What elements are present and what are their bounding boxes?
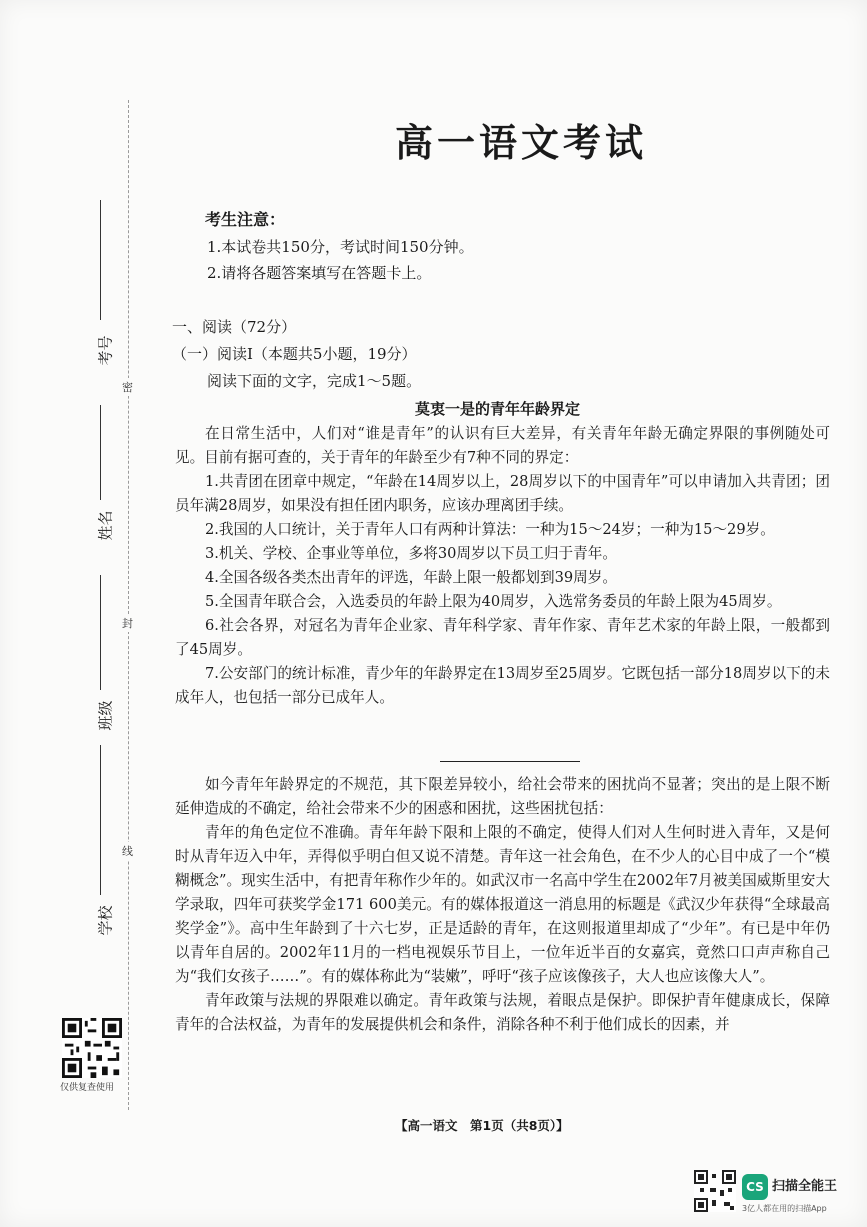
scanner-qr-icon (694, 1170, 736, 1212)
exam-number-field[interactable] (90, 200, 114, 400)
list-item: 5.全国青年联合会，入选委员的年龄上限为40周岁，入选常务委员的年龄上限为45周岁。 (205, 593, 782, 610)
seal-mark-mi: 密 (122, 378, 133, 396)
scanner-logo-icon: CS (742, 1174, 768, 1200)
exam-title: 高一语文考试 (395, 121, 648, 165)
list-item: 4.全国各级各类杰出青年的评选，年龄上限一般都划到39周岁。 (205, 569, 617, 586)
article-part-two (175, 773, 830, 1037)
paragraph: 青年政策与法规的界限难以确定。青年政策与法规，着眼点是保护。即保护青年健康成长，保障青年的合法权益，为青年的发展提供机会和条件，消除各种不利于他们成长的因素，并 (175, 992, 830, 1033)
list-item: 3.机关、学校、企事业等单位，多将30周岁以下员工归于青年。 (205, 545, 617, 562)
article-part-one (175, 422, 830, 710)
binding-dashed-line (128, 100, 129, 1110)
list-item: 2.我国的人口统计，关于青年人口有两种计算法：一种为15～24岁；一种为15～29岁。 (205, 521, 775, 538)
exam-number-label: 考号 (96, 335, 115, 366)
section-divider (440, 761, 580, 762)
qr-code-icon (62, 1018, 122, 1078)
seal-mark-feng: 封 (122, 614, 133, 632)
list-item: 1.共青团在团章中规定，“年龄在14周岁以上，28周岁以下的中国青年”可以申请加入共青团；团员年满28周岁，如果没有担任团内职务，应该办理离团手续。 (175, 473, 830, 514)
class-line (100, 575, 101, 690)
list-item: 6.社会各界，对冠名为青年企业家、青年科学家、青年作家、青年艺术家的年龄上限，一般都到了45周岁。 (175, 617, 830, 658)
seal-mark-xian: 线 (122, 842, 133, 860)
student-name-line (100, 405, 101, 500)
school-label: 学校 (96, 905, 115, 936)
subsection-heading: （一）阅读Ⅰ（本题共5小题，19分） (172, 345, 417, 363)
class-field[interactable] (90, 575, 114, 755)
page-footer: 【高一语文 第1页（共8页）】 (395, 1118, 569, 1133)
notice-item: 2.请将各题答案填写在答题卡上。 (207, 264, 432, 282)
school-field[interactable] (90, 745, 114, 945)
section-heading: 一、阅读（72分） (172, 318, 297, 336)
scanner-app-name: 扫描全能王 (772, 1179, 838, 1194)
qr-caption: 仅供复查使用 (60, 1083, 115, 1093)
school-line (100, 745, 101, 895)
list-item: 7.公安部门的统计标准，青少年的年龄界定在13周岁至25周岁。它既包括一部分18周岁以下的未成年人，也包括一部分已成年人。 (175, 665, 830, 706)
student-name-field[interactable] (90, 405, 114, 585)
paragraph: 青年的角色定位不准确。青年年龄下限和上限的不确定，使得人们对人生何时进入青年，又是何时从青年迈入中年，弄得似乎明白但又说不清楚。青年这一社会角色，在不少人的心目中成了一个“模糊概念”。现实生活中，有把青年称作少年的。如武汉市一名高中学生在2002年7月被美国威斯里安大学录取，四年可获奖学金171 600美元。有的媒体报道这一消息用的标题是《武汉少年获得“全球最高奖学金”》。高中生年龄到了十六七岁，正是适龄的青年，在这则报道里却成了“少年”。有已是中年仍以青年自居的。2002年11月的一档电视娱乐节目上，一位年近半百的女嘉宾，竟然口口声声称自己为“我们女孩子……”。有的媒体称此为“装嫩”，呼吁“孩子应该像孩子，大人也应该像大人”。 (175, 824, 830, 985)
student-name-label: 姓名 (96, 510, 115, 541)
class-label: 班级 (96, 700, 115, 731)
paragraph: 在日常生活中，人们对“谁是青年”的认识有巨大差异，有关青年年龄无确定界限的事例随处可见。目前有据可查的，关于青年的年龄至少有7种不同的界定： (175, 425, 830, 466)
paragraph: 如今青年年龄界定的不规范，其下限差异较小，给社会带来的困扰尚不显著；突出的是上限不断延伸造成的不确定，给社会带来不少的困惑和困扰，这些困扰包括： (175, 776, 830, 817)
scanner-tagline: 3亿人都在用的扫描App (742, 1204, 827, 1213)
notice-heading: 考生注意： (205, 210, 286, 229)
exam-number-line (100, 200, 101, 320)
reading-instruction: 阅读下面的文字，完成1～5题。 (207, 372, 422, 390)
article-title: 莫衷一是的青年年龄界定 (415, 400, 581, 418)
notice-item: 1.本试卷共150分，考试时间150分钟。 (207, 238, 474, 256)
